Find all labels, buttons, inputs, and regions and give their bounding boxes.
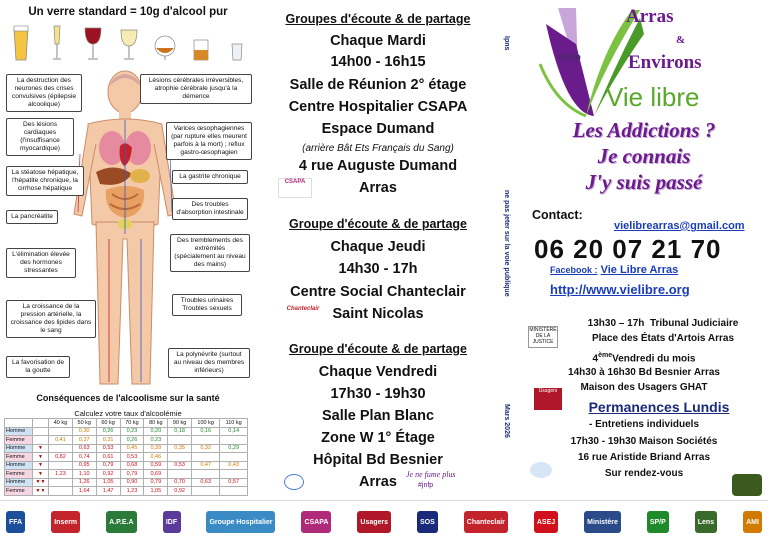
table-cell: 0,90 — [120, 478, 144, 487]
table-row — [5, 444, 248, 453]
table-cell: 0,31 — [96, 436, 120, 445]
table-cell: 0,92 — [168, 487, 192, 496]
slogan-line1: Les Addictions ? — [572, 118, 716, 142]
group3-city: Arras — [359, 474, 397, 490]
partner-logo: ASEJ — [534, 511, 558, 533]
table-cell: 0,45 — [120, 444, 144, 453]
glass-count-icon — [33, 427, 49, 436]
table-cell: 0,30 — [72, 427, 96, 436]
table-cell: 0,41 — [49, 436, 73, 445]
human-body-illustration — [60, 64, 190, 394]
partner-logo: Chanteclair — [464, 511, 508, 533]
brand-vie-libre: Vie libre — [606, 82, 700, 112]
table-sex-cell: Homme — [5, 461, 33, 470]
partner-logo: Usagers — [357, 511, 391, 533]
slogan-line3: J'y suis passé — [585, 170, 703, 194]
table-cell: 0,53 — [120, 453, 144, 462]
permanences-rdv: Sur rendez-vous — [604, 468, 684, 479]
group3-time: 17h30 - 19h30 — [330, 386, 426, 402]
table-cell: 0,79 — [120, 470, 144, 479]
group1-place: Centre Hospitalier CSAPA — [288, 99, 468, 115]
partner-logo: CSAPA — [301, 511, 331, 533]
glass-count-icon: ▼▼ — [33, 487, 49, 496]
partner-logo: FFA — [6, 511, 25, 533]
facebook-label: Facebook : — [550, 265, 598, 275]
beer-glass-icon — [10, 24, 32, 62]
group2-title: Groupe d'écoute & de partage — [288, 217, 467, 231]
consequences-title: Conséquences de l'alcoolisme sur la santé — [36, 393, 220, 403]
table-row — [5, 436, 248, 445]
table-cell: 0,68 — [120, 461, 144, 470]
csapa-logo — [278, 178, 312, 198]
glass-count-icon: ▼ — [33, 461, 49, 470]
table-cell — [220, 487, 248, 496]
ministere-logo-text: MINISTÈRE DE LA JUSTICE — [529, 327, 557, 345]
table-cell: 0,61 — [96, 453, 120, 462]
table-cell: 0,37 — [72, 436, 96, 445]
tribunal-line — [558, 318, 768, 329]
tribunal-place: Place des États d'Artois Arras — [591, 333, 735, 344]
note-steatose: La stéatose hépatique, l'hépatite chronique, la cirrhose hépatique — [6, 166, 84, 196]
table-cell — [220, 436, 248, 445]
table-cell: 0,26 — [120, 436, 144, 445]
table-cell: 1,23 — [49, 470, 73, 479]
table-header-empty — [5, 419, 33, 428]
table-header-cell: 40 kg — [49, 419, 73, 428]
table-cell: 0,47 — [192, 461, 220, 470]
note-neurones: La destruction des neurones des crises convulsives (épilepsie alcoolique) — [6, 74, 82, 112]
table-cell: 0,53 — [168, 461, 192, 470]
glass-title: Un verre standard = 10g d'alcool pur — [28, 6, 228, 18]
group1-address: 4 rue Auguste Dumand — [298, 158, 458, 174]
group1-city: Arras — [359, 180, 397, 196]
table-row — [5, 478, 248, 487]
left-panel — [0, 0, 256, 500]
glass-count-icon: ▼ — [33, 470, 49, 479]
table-cell: 0,53 — [96, 444, 120, 453]
table-cell: 1,05 — [144, 487, 168, 496]
note-hormones: L'élimination élevée des hormones stressantes — [6, 248, 76, 278]
note-lesions-cerebrales: Lésions cérébrales irréversibles, atrophie cérébrale jusqu'à la démence — [140, 74, 252, 104]
partner-logo: AMI — [743, 511, 762, 533]
whisky-glass-icon — [190, 24, 212, 62]
partner-logo-left — [530, 462, 552, 478]
table-header-cell: 60 kg — [96, 419, 120, 428]
table-row — [5, 470, 248, 479]
ipns-text: Ipns — [503, 36, 510, 51]
ministere-justice-logo — [528, 326, 558, 348]
table-cell: 0,14 — [220, 427, 248, 436]
table-cell: 0,82 — [49, 453, 73, 462]
table-row — [5, 427, 248, 436]
table-sex-cell: Femme — [5, 487, 33, 496]
table-header-row — [5, 419, 248, 428]
note-tremblements: Des tremblements des extrémités (spécialement au niveau des mains) — [170, 234, 250, 272]
table-cell: 1,64 — [72, 487, 96, 496]
table-cell: 0,95 — [72, 461, 96, 470]
table-header-cell: 100 kg — [192, 419, 220, 428]
permanences-address: 16 rue Aristide Briand Arras — [577, 452, 711, 463]
fourth-friday-place: Maison des Usagers GHAT — [580, 382, 708, 393]
no-smoking-slogan: Je ne fume plus — [406, 470, 456, 479]
group3-title: Groupe d'écoute & de partage — [288, 342, 467, 356]
table-cell: 0,74 — [72, 453, 96, 462]
jnfp-tag: #jnfp — [418, 482, 434, 489]
table-cell: 1,23 — [120, 487, 144, 496]
table-cell — [49, 427, 73, 436]
table-cell — [168, 453, 192, 462]
csapa-logo-text: CSAPA — [284, 179, 306, 185]
partner-logo: Lens — [695, 511, 717, 533]
group1-day: Chaque Mardi — [330, 33, 426, 49]
glass-count-icon — [33, 436, 49, 445]
table-sex-cell: Femme — [5, 453, 33, 462]
table-cell — [168, 470, 192, 479]
note-urinaires: Troubles urinaires Troubles sexuels — [172, 294, 242, 316]
chanteclair-logo — [280, 306, 326, 320]
glass-count-icon: ▼▼ — [33, 478, 49, 487]
table-cell: 0,59 — [144, 461, 168, 470]
group3-day: Chaque Vendredi — [318, 364, 438, 380]
permanences-time: 17h30 - 19h30 Maison Sociétés — [570, 436, 718, 447]
right-panel — [520, 0, 768, 500]
table-cell: 0,26 — [96, 427, 120, 436]
brand-tag: #jnfp — [558, 52, 581, 63]
table-sex-cell: Homme — [5, 444, 33, 453]
email-link[interactable]: vielibrearras@gmail.com — [614, 220, 745, 232]
table-cell: 0,18 — [168, 427, 192, 436]
table-cell — [49, 487, 73, 496]
partner-logos-footer — [0, 500, 768, 543]
usagers-logo-text: Usagers — [538, 388, 558, 394]
fourth-friday-line — [520, 352, 768, 364]
table-sex-cell: Homme — [5, 478, 33, 487]
date-text: Mars 2026 — [503, 404, 510, 438]
alcoholemia-title: Calculez votre taux d'alcoolémie — [74, 409, 182, 418]
red-wine-glass-icon — [82, 24, 104, 62]
table-cell — [49, 444, 73, 453]
table-cell — [220, 470, 248, 479]
note-absorption: Des troubles d'absorption intestinale — [172, 198, 248, 220]
brand-arras: Arras — [626, 6, 674, 27]
permanences-title: Permanences Lundis — [588, 399, 730, 415]
table-cell — [192, 470, 220, 479]
table-cell — [168, 436, 192, 445]
partner-logo: SOS — [417, 511, 438, 533]
table-cell: 0,32 — [192, 444, 220, 453]
fourth-friday-time: 14h30 à 16h30 Bd Besnier Arras — [568, 367, 720, 378]
facebook-link[interactable]: Vie Libre Arras — [600, 264, 679, 276]
partner-logo: IDF — [163, 511, 181, 533]
group1-title: Groupes d'écoute & de partage — [285, 12, 471, 26]
brand-environs: Environs — [628, 52, 702, 73]
standard-glasses — [10, 22, 248, 62]
table-cell: 0,23 — [120, 427, 144, 436]
group2-time: 14h30 - 17h — [338, 261, 418, 277]
table-cell: 0,92 — [96, 470, 120, 479]
table-cell: 0,63 — [192, 478, 220, 487]
champagne-glass-icon — [46, 24, 68, 62]
glass-count-icon: ▼ — [33, 453, 49, 462]
group1-time: 14h00 - 16h15 — [330, 54, 426, 70]
fourth-number: 4 — [592, 353, 599, 365]
table-cell: 1,47 — [96, 487, 120, 496]
group1-note: (arrière Bât Ets Français du Sang) — [302, 143, 454, 154]
table-row — [5, 453, 248, 462]
table-cell — [192, 487, 220, 496]
table-cell: 1,05 — [96, 478, 120, 487]
group3-place: Hôpital Bd Besnier — [313, 452, 443, 468]
table-cell — [220, 453, 248, 462]
table-sex-cell: Homme — [5, 427, 33, 436]
middle-panel — [258, 0, 498, 500]
permanences-subtitle: - Entretiens individuels — [588, 419, 700, 430]
table-cell: 0,70 — [168, 478, 192, 487]
table-cell — [49, 461, 73, 470]
cognac-glass-icon — [154, 24, 176, 62]
contact-label: Contact: — [532, 208, 583, 222]
group2-day: Chaque Jeudi — [330, 239, 426, 255]
table-header-cell: 80 kg — [144, 419, 168, 428]
note-gastrite: La gastrite chronique — [172, 170, 248, 184]
group3-zone: Zone W 1° Étage — [321, 430, 435, 446]
facebook-line — [550, 264, 678, 276]
table-header-cell: 90 kg — [168, 419, 192, 428]
table-header-empty — [33, 419, 49, 428]
note-cardiaques: Des lésions cardiaques (l'insuffisance myocardique) — [6, 118, 74, 156]
group3-room: Salle Plan Blanc — [321, 408, 435, 424]
note-pancreatite: La pancréatite — [6, 210, 58, 224]
note-pression: La croissance de la pression artérielle, la croissance des lipides dans le sang — [6, 300, 96, 338]
table-cell: 0,39 — [144, 444, 168, 453]
hospital-group-logo — [284, 474, 304, 490]
table-cell: 0,43 — [220, 461, 248, 470]
white-wine-glass-icon — [118, 24, 140, 62]
table-cell: 1,10 — [72, 470, 96, 479]
table-cell: 0,46 — [144, 453, 168, 462]
shot-glass-icon — [226, 24, 248, 62]
jnfp-badge-logo — [732, 474, 762, 496]
group2-city: Saint Nicolas — [332, 306, 424, 322]
partner-logo: A.P.E.A — [106, 511, 136, 533]
partner-logo: Ministère — [584, 511, 621, 533]
phone-number[interactable]: 06 20 07 21 70 — [534, 234, 722, 264]
group2-place: Centre Social Chanteclair — [290, 284, 466, 300]
table-cell: 0,16 — [192, 427, 220, 436]
note-goutte: La favorisation de la goutte — [6, 356, 70, 378]
table-row — [5, 487, 248, 496]
fourth-text: Vendredi du mois — [612, 353, 696, 365]
table-cell — [192, 453, 220, 462]
glass-count-icon: ▼ — [33, 444, 49, 453]
table-row — [5, 461, 248, 470]
table-cell: 0,57 — [220, 478, 248, 487]
tribunal-time: 13h30 – 17h — [587, 318, 645, 329]
table-header-cell: 70 kg — [120, 419, 144, 428]
table-cell: 0,20 — [144, 427, 168, 436]
partner-logo: Groupe Hospitalier — [206, 511, 275, 533]
table-cell — [192, 436, 220, 445]
table-header-cell: 110 kg — [220, 419, 248, 428]
tribunal-name: Tribunal Judiciaire — [649, 318, 739, 329]
partner-logo: Inserm — [51, 511, 80, 533]
alcoholemia-table — [4, 418, 248, 496]
partner-logo: SP/P — [647, 511, 669, 533]
table-cell: 0,79 — [144, 478, 168, 487]
group1-space: Espace Dumand — [321, 121, 435, 137]
table-sex-cell: Femme — [5, 436, 33, 445]
table-cell: 0,29 — [220, 444, 248, 453]
no-litter-text: ne pas jeter sur la voie publique — [503, 190, 510, 297]
table-cell: 1,26 — [72, 478, 96, 487]
table-cell: 0,35 — [168, 444, 192, 453]
note-polynevrite: La polynévrite (surtout au niveau des membres inférieurs) — [168, 348, 250, 378]
table-header-cell: 50 kg — [72, 419, 96, 428]
note-varices: Varices œsophagiennes (par rupture elles meurent parfois à la mort) ; reflux gastro-œsophagien — [166, 122, 252, 160]
table-cell — [49, 478, 73, 487]
table-cell: 0,23 — [144, 436, 168, 445]
fourth-suffix: ème — [598, 352, 613, 359]
group1-room: Salle de Réunion 2° étage — [289, 77, 467, 93]
table-sex-cell: Femme — [5, 470, 33, 479]
chanteclair-logo-text: Chanteclair — [286, 306, 320, 312]
brand-ampersand: & — [676, 34, 686, 46]
table-cell: 0,79 — [96, 461, 120, 470]
table-cell: 0,69 — [144, 470, 168, 479]
table-cell: 0,63 — [72, 444, 96, 453]
website-link[interactable]: http://www.vielibre.org — [550, 282, 690, 297]
slogan-line2: Je connais — [597, 144, 691, 168]
